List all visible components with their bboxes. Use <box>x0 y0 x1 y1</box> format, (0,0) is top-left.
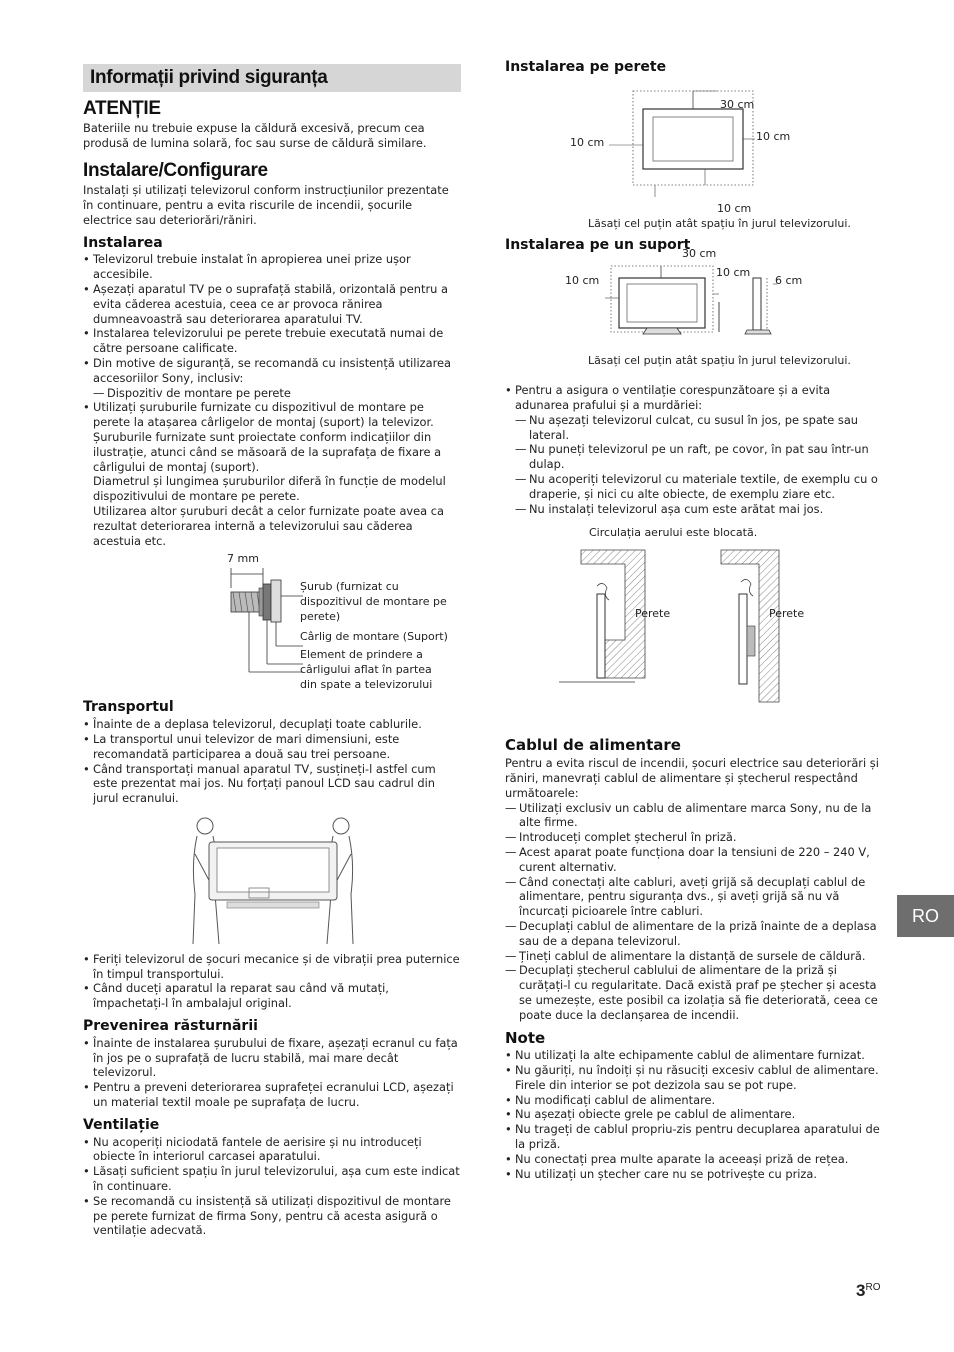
instalarea-list <box>83 252 461 548</box>
list-item: • Când transportați manual aparatul TV, susțineți-l astfel cum este prezentat mai jos. Nu forțați panoul LCD sau cadrul din jurul ecranului. <box>83 762 461 806</box>
list-item <box>83 400 461 548</box>
stand-side-label: 6 cm <box>775 274 803 288</box>
airflow-list <box>505 383 883 516</box>
wall-caption: Lăsați cel puțin atât spațiu în jurul televizorului. <box>588 216 851 230</box>
notes-heading: Note <box>505 1028 546 1047</box>
install-intro: Instalați și utilizați televizorul conform instrucțiunilor prezentate în continuare, pentru a evita riscurile de incendii, șocurile electrice sau deteriorări/răniri. <box>83 183 449 227</box>
notes-list <box>505 1048 883 1181</box>
stand-heading: Instalarea pe un suport <box>505 236 691 253</box>
language-tab: RO <box>897 895 954 937</box>
list-item: — Nu puneți televizorul pe un raft, pe covor, în pat sau într-un dulap. <box>515 442 883 472</box>
hook-element-label: Element de prindere a cârligului aflat în partea din spate a televizorului <box>300 648 433 691</box>
tip-heading: Prevenirea răsturnării <box>83 1018 258 1035</box>
carry-illustration <box>183 814 363 946</box>
list-item: — Acest aparat poate funcționa doar la tensiuni de 220 – 240 V, curent alternativ. <box>505 845 883 875</box>
screws-text: • Utilizați șuruburile furnizate cu dispozitivul de montare pe perete la atașarea cârligelor de montaj (suport) la televizor. Șuruburile furnizate sunt proiectate conform indicațiilor din ilustrație, atunci când se măsoară de la suprafața de fixare a cârligului de montaj (suport). <box>93 400 442 474</box>
list-item: — Când conectați alte cabluri, aveți grijă să decuplați cablul de alimentare, pentru siguranța dvs., și aveți grijă să nu vă încurcați picioarele între cabluri. <box>505 875 883 919</box>
list-item: • Nu modificați cablul de alimentare. <box>505 1093 883 1108</box>
power-list <box>505 801 883 1023</box>
screw-dim-label: 7 mm <box>227 552 259 566</box>
list-item: • Înainte de a deplasa televizorul, decuplați toate cablurile. <box>83 717 461 732</box>
carry-figure <box>83 806 461 952</box>
airflow-intro: Pentru a asigura o ventilație corespunzătoare și a evita adunarea prafului și a murdăriei: <box>515 383 831 412</box>
instalarea-heading: Instalarea <box>83 234 163 251</box>
list-item: • Înainte de instalarea șurubului de fixare, așezați ecranul cu fața în jos pe o suprafață de lucru stabilă, mai mare decât televizorul. <box>83 1036 461 1080</box>
stand-caption: Lăsați cel puțin atât spațiu în jurul televizorului. <box>588 354 851 368</box>
screws-text-3: Utilizarea altor șuruburi decât a celor furnizate poate avea ca rezultat deteriorarea internă a televizorului sau căderea acestuia etc. <box>93 503 445 548</box>
list-item: — Decuplați ștecherul cablului de alimentare de la priză și curățați-l cu regularitate. Dacă există praf pe ștecher și acesta se umezește, este posibil ca izolația să fie deteriorată, ceea ce poate duce la declanșarea de incendii. <box>505 963 883 1022</box>
list-item: — Nu așezați televizorul culcat, cu susul în jos, pe spate sau lateral. <box>515 413 883 443</box>
page-title: Informații privind siguranța <box>90 66 328 88</box>
airflow-sublist <box>515 413 883 517</box>
screw-figure <box>83 548 461 694</box>
page-title-bar <box>83 64 461 92</box>
list-item: • Când duceți aparatul la reparat sau când vă mutați, împachetați-l în ambalajul original. <box>83 981 461 1011</box>
accessory-item: — Dispozitiv de montare pe perete <box>93 386 461 401</box>
attention-heading: ATENȚIE <box>83 98 161 119</box>
wall-heading: Instalarea pe perete <box>505 59 667 75</box>
list-item: • Pentru a preveni deteriorarea suprafeței ecranului LCD, așezați un material textil moale pe suprafața de lucru. <box>83 1080 461 1110</box>
airflow-figure <box>505 526 883 726</box>
accessory-list <box>93 386 461 401</box>
list-item: • Nu utilizați un ștecher care nu se potrivește cu priza. <box>505 1167 883 1182</box>
stand-figure <box>505 247 883 354</box>
list-item: • Așezați aparatul TV pe o suprafață stabilă, orizontală pentru a evita căderea acestuia, ceea ce ar provoca rănirea dumneavoastră sau deteriorarea aparatului TV. <box>83 282 461 326</box>
wall-label-right: Perete <box>769 607 805 621</box>
wall-label-left: Perete <box>635 607 671 621</box>
airflow-blocked-diagram <box>505 546 883 706</box>
list-item <box>83 356 461 400</box>
transport-heading: Transportul <box>83 699 174 716</box>
power-heading: Cablul de alimentare <box>505 736 681 755</box>
stand-clearance-diagram <box>505 254 883 354</box>
power-intro: Pentru a evita riscul de incendii, șocuri electrice sau deteriorări și răniri, manevrați cablul de alimentare și ștecherul respectând următoarele: <box>505 756 879 800</box>
list-item <box>505 383 883 516</box>
list-item: • Televizorul trebuie instalat în apropierea unei prize ușor accesibile. <box>83 252 461 282</box>
list-item: — Nu acoperiți televizorul cu materiale textile, de exemplu cu o draperie, și nici cu alte obiecte, de exemplu ziare etc. <box>515 472 883 502</box>
list-item: — Utilizați exclusiv un cablu de alimentare marca Sony, nu de la alte firme. <box>505 801 883 831</box>
list-item: • Nu utilizați la alte echipamente cablul de alimentare furnizat. <box>505 1048 883 1063</box>
screws-text-2: Diametrul și lungimea șuruburilor diferă în funcție de modelul dispozitivului de montare pe perete. <box>93 474 446 504</box>
list-item: • Se recomandă cu insistență să utilizați dispozitivul de montare pe perete furnizat de firma Sony, pentru că acesta asigură o ventilație adecvată. <box>83 1194 461 1238</box>
stand-right-label: 10 cm <box>716 266 751 280</box>
wall-left-label: 10 cm <box>570 135 605 149</box>
list-item: • Lăsați suficient spațiu în jurul televizorului, așa cum este indicat în continuare. <box>83 1164 461 1194</box>
vent-heading: Ventilație <box>83 1116 160 1133</box>
list-item: • Instalarea televizorului pe perete trebuie executată numai de către persoane calificate. <box>83 326 461 356</box>
list-item-text: Din motive de siguranță, se recomandă cu insistență utilizarea accesoriilor Sony, inclusiv: <box>93 355 452 385</box>
wall-top-label: 30 cm <box>720 97 755 111</box>
vent-list <box>83 1135 461 1239</box>
list-item: • Nu așezați obiecte grele pe cablul de alimentare. <box>505 1107 883 1122</box>
stand-left-label: 10 cm <box>565 274 600 288</box>
page-number-suffix: RO <box>865 1282 881 1293</box>
wall-right-label: 10 cm <box>756 129 791 143</box>
wall-figure <box>505 77 883 217</box>
list-item: • La transportul unui televizor de mari dimensiuni, este recomandată participarea a două sau trei persoane. <box>83 732 461 762</box>
left-column <box>83 64 461 1238</box>
hook-label: Cârlig de montare (Suport) <box>300 630 448 644</box>
airflow-caption: Circulația aerului este blocată. <box>589 526 758 540</box>
list-item: • Nu găuriți, nu îndoiți și nu răsuciți excesiv cablul de alimentare. Firele din interior se pot dezizola sau se pot rupe. <box>505 1063 883 1093</box>
right-column <box>505 60 883 1181</box>
transport-list <box>83 717 461 806</box>
list-item: — Nu instalați televizorul așa cum este arătat mai jos. <box>515 502 883 517</box>
list-item: • Feriți televizorul de șocuri mecanice și de vibrații prea puternice în timpul transportului. <box>83 952 461 982</box>
wall-clearance-diagram <box>505 77 883 201</box>
screw-label: Șurub (furnizat cu dispozitivul de montare pe perete) <box>300 580 447 623</box>
list-item: — Introduceți complet ștecherul în priză. <box>505 830 883 845</box>
list-item: • Nu trageți de cablul propriu-zis pentru decuplarea aparatului de la priză. <box>505 1122 883 1152</box>
list-item: — Decuplați cablul de alimentare de la priză înainte de a deplasa sau de a depana televizorul. <box>505 919 883 949</box>
list-item: • Nu conectați prea multe aparate la aceeași priză de rețea. <box>505 1152 883 1167</box>
tip-list <box>83 1036 461 1110</box>
wall-bottom-label: 10 cm <box>717 201 752 215</box>
list-item: • Nu acoperiți niciodată fantele de aerisire și nu introduceți obiecte în interiorul carcasei aparatului. <box>83 1135 461 1165</box>
list-item: — Țineți cablul de alimentare la distanță de sursele de căldură. <box>505 949 883 964</box>
stand-top-label: 30 cm <box>682 247 717 261</box>
install-heading: Instalare/Configurare <box>83 160 268 182</box>
page-number-value: 3 <box>856 1281 866 1300</box>
attention-text: Bateriile nu trebuie expuse la căldură excesivă, precum cea produsă de lumina solară, foc sau surse de căldură similare. <box>83 120 427 150</box>
transport-list-2 <box>83 952 461 1011</box>
page-number <box>856 1281 880 1301</box>
